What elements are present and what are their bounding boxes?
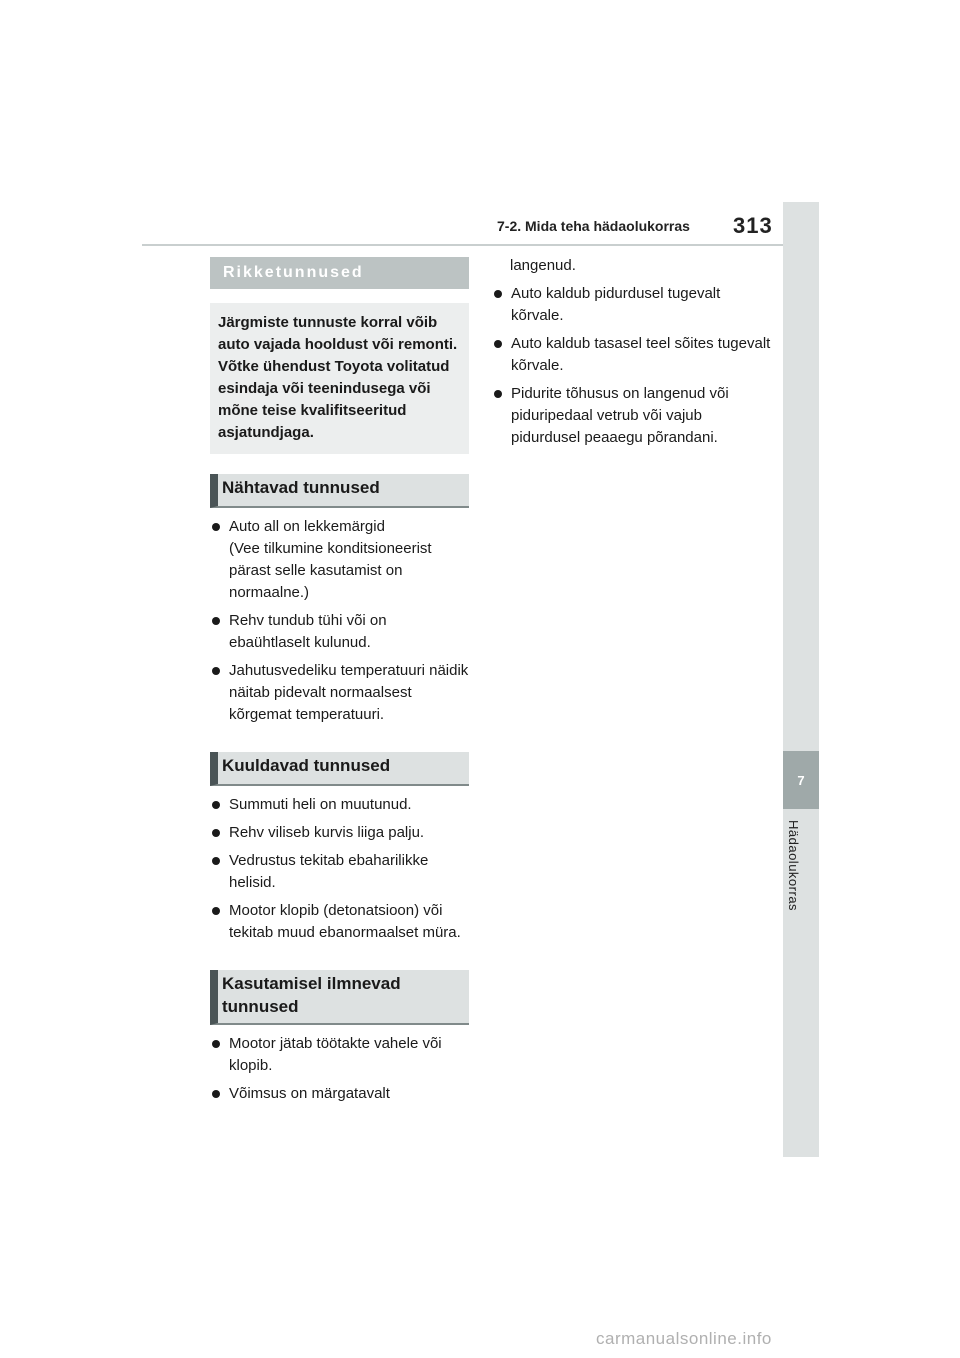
- chapter-label: Hädaolukorras: [786, 820, 801, 912]
- bullet-icon: [212, 1040, 220, 1048]
- list-item-text: Auto kaldub tasasel teel sõites tugevalt kõrvale.: [511, 335, 771, 374]
- audible-symptoms-heading: Kuuldavad tunnused: [210, 752, 469, 786]
- left-column: [210, 257, 469, 1111]
- list-item: [492, 333, 772, 377]
- visible-symptoms-list: [210, 516, 469, 726]
- section-title: 7-2. Mida teha hädaolukorras: [497, 218, 690, 234]
- list-item-text: Mootor klopib (detonatsioon) või tekitab muud ebanormaalset müra.: [229, 902, 461, 941]
- operational-symptoms-list: [210, 1033, 469, 1105]
- list-item-text: Pidurite tõhusus on langenud või piduripedaal vetrub või vajub pidurdusel peaaegu põrandani.: [511, 385, 729, 446]
- visible-symptoms-heading: Nähtavad tunnused: [210, 474, 469, 508]
- header-divider: [142, 244, 783, 246]
- audible-symptoms-list: [210, 794, 469, 944]
- bullet-icon: [494, 390, 502, 398]
- list-item-text: Auto all on lekkemärgid (Vee tilkumine konditsioneerist pärast selle kasutamist on normaalne.): [229, 518, 432, 601]
- page-number: 313: [733, 213, 773, 238]
- bullet-icon: [212, 829, 220, 837]
- list-item: [492, 383, 772, 449]
- bullet-icon: [212, 617, 220, 625]
- list-item-text: Summuti heli on muutunud.: [229, 796, 412, 813]
- list-item: [210, 1033, 469, 1077]
- operational-symptoms-heading: Kasutamisel ilmnevad tunnused: [210, 970, 469, 1025]
- footer-watermark: carmanualsonline.info: [596, 1329, 772, 1348]
- list-item-text: Jahutusvedeliku temperatuuri näidik näitab pidevalt normaalsest kõrgemat temperatuuri.: [229, 662, 469, 723]
- chapter-number-tab: 7: [783, 751, 819, 809]
- right-column: [492, 255, 772, 455]
- operational-symptoms-list-continued: [492, 283, 772, 449]
- list-item-continuation: langenud.: [510, 257, 576, 274]
- list-item: [210, 900, 469, 944]
- bullet-icon: [494, 340, 502, 348]
- list-item: [210, 850, 469, 894]
- bullet-icon: [212, 857, 220, 865]
- list-item-text: Auto kaldub pidurdusel tugevalt kõrvale.: [511, 285, 721, 324]
- list-item: [210, 610, 469, 654]
- list-item: [210, 1083, 469, 1105]
- bullet-icon: [494, 290, 502, 298]
- list-item: [210, 794, 469, 816]
- list-item: [492, 283, 772, 327]
- bullet-icon: [212, 1090, 220, 1098]
- bullet-icon: [212, 907, 220, 915]
- list-item: [210, 516, 469, 604]
- bullet-icon: [212, 523, 220, 531]
- list-item: [210, 660, 469, 726]
- list-item-text: Mootor jätab töötakte vahele või klopib.: [229, 1035, 442, 1074]
- chapter-side-tab: [783, 202, 819, 1157]
- info-box-title: Rikketunnused: [210, 257, 469, 289]
- list-item: [210, 822, 469, 844]
- bullet-icon: [212, 801, 220, 809]
- list-item-text: Vedrustus tekitab ebaharilikke helisid.: [229, 852, 429, 891]
- list-item-text: Võimsus on märgatavalt: [229, 1085, 390, 1102]
- list-item-text: Rehv tundub tühi või on ebaühtlaselt kulunud.: [229, 612, 387, 651]
- list-item-text: Rehv viliseb kurvis liiga palju.: [229, 824, 425, 841]
- bullet-icon: [212, 667, 220, 675]
- info-box-body: Järgmiste tunnuste korral võib auto vajada hooldust või remonti. Võtke ühendust Toyota volitatud esindaja või teenindusega või mõne teise kvalifitseeritud asjatundjaga.: [210, 303, 469, 454]
